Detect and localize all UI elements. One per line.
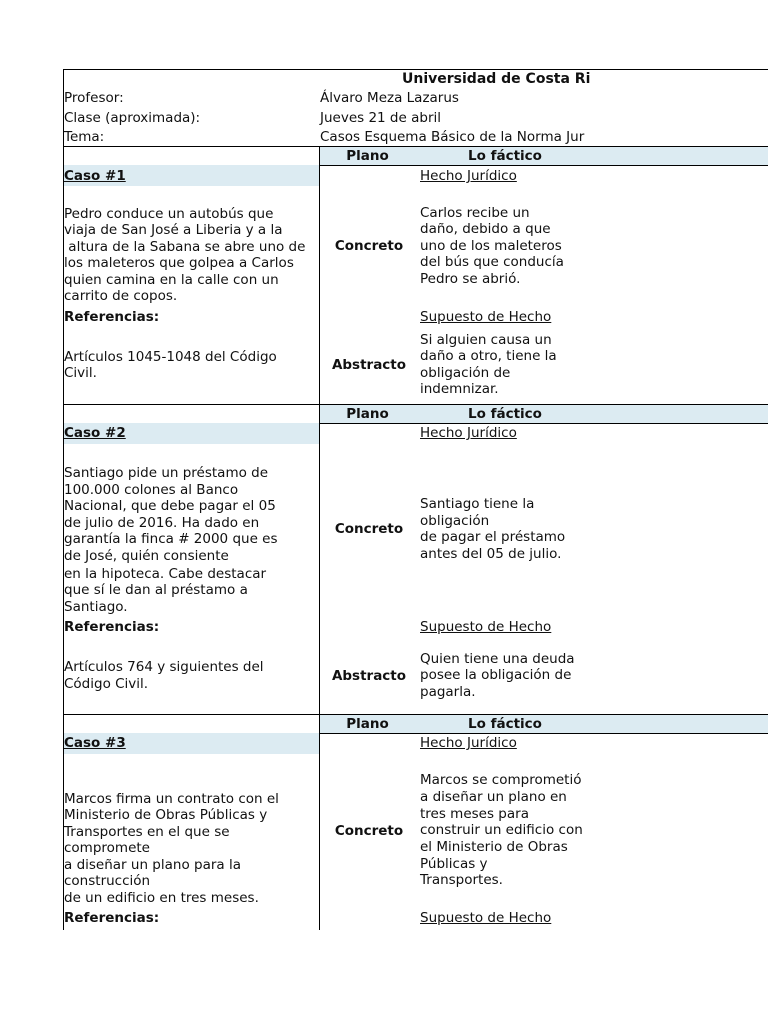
case1-supuesto-line: indemnizar.: [420, 381, 499, 397]
case3-hecho-line: construir un edificio con: [420, 822, 583, 838]
case2-concreto: Concreto: [334, 521, 404, 537]
tema-label: Tema:: [64, 129, 105, 145]
case3-concreto: Concreto: [334, 823, 404, 839]
case3-hecho-line: Transportes.: [420, 872, 503, 888]
case3-title: Caso #3: [64, 735, 126, 751]
case2-hecho-line: Santiago tiene la: [420, 496, 535, 512]
case1-hecho-label: Hecho Jurídico: [420, 168, 517, 184]
case2-supuesto-line: Quien tiene una deuda: [420, 651, 575, 667]
case2-hecho-line: de pagar el préstamo: [420, 529, 566, 545]
case3-plano-header: Plano: [346, 716, 389, 732]
case2-plano-header: Plano: [346, 406, 389, 422]
case3-header-line: [320, 733, 768, 734]
case1-supuesto-line: obligación de: [420, 365, 511, 381]
clase-label: Clase (aproximada):: [64, 110, 201, 126]
case2-supuesto-line: pagarla.: [420, 684, 476, 700]
case2-hecho-line: antes del 05 de julio.: [420, 546, 562, 562]
case2-desc-line: Santiago pide un préstamo de: [64, 465, 269, 481]
case3-hecho-line: tres meses para: [420, 806, 529, 822]
case2-desc-line: en la hipoteca. Cabe destacar: [64, 566, 267, 582]
case2-supuesto-line: posee la obligación de: [420, 667, 572, 683]
case1-desc-line: viaja de San José a Liberia y a la: [64, 222, 283, 238]
case2-referencias-line: Código Civil.: [64, 676, 149, 692]
top-border: [63, 69, 768, 70]
case3-referencias-label: Referencias:: [64, 910, 160, 926]
university-title: Universidad de Costa Ri: [402, 71, 591, 87]
case2-referencias-line: Artículos 764 y siguientes del: [64, 659, 264, 675]
case3-hecho-line: a diseñar un plano en: [420, 789, 567, 805]
case2-header-line: [320, 423, 768, 424]
case3-desc-line: de un edificio en tres meses.: [64, 890, 259, 906]
case2-desc-line: Santiago.: [64, 599, 128, 615]
tema-value: Casos Esquema Básico de la Norma Jur: [320, 129, 585, 145]
case1-hecho-line: Pedro se abrió.: [420, 271, 521, 287]
case1-abstracto: Abstracto: [331, 357, 407, 373]
case2-factico-header: Lo fáctico: [468, 406, 542, 422]
case2-abstracto: Abstracto: [331, 668, 407, 684]
case3-hecho-line: Públicas y: [420, 856, 488, 872]
case1-desc-line: los maleteros que golpea a Carlos: [64, 255, 294, 271]
case1-header-line: [320, 165, 768, 166]
case1-concreto: Concreto: [334, 238, 404, 254]
case2-referencias-label: Referencias:: [64, 619, 160, 635]
case3-hecho-line: el Ministerio de Obras: [420, 839, 568, 855]
case1-supuesto-line: daño a otro, tiene la: [420, 348, 557, 364]
case3-desc-line: Transportes en el que se: [64, 824, 230, 840]
case1-title: Caso #1: [64, 168, 126, 184]
case3-desc-line: Ministerio de Obras Públicas y: [64, 807, 268, 823]
case2-desc-line: 100.000 colones al Banco: [64, 482, 239, 498]
case1-desc-line: carrito de copos.: [64, 288, 178, 304]
case3-hecho-label: Hecho Jurídico: [420, 735, 517, 751]
case3-factico-header: Lo fáctico: [468, 716, 542, 732]
case1-hecho-line: del bús que conducía: [420, 254, 564, 270]
case1-hecho-line: Carlos recibe un: [420, 205, 530, 221]
case3-hecho-line: Marcos se comprometió: [420, 772, 582, 788]
case2-hecho-label: Hecho Jurídico: [420, 425, 517, 441]
profesor-label: Profesor:: [64, 90, 124, 106]
case1-supuesto-line: Si alguien causa un: [420, 332, 552, 348]
case3-desc-line: construcción: [64, 873, 151, 889]
case1-hecho-line: daño, debido a que: [420, 221, 551, 237]
case2-desc-line: que sí le dan al préstamo a: [64, 582, 248, 598]
case2-desc-line: de José, quién consiente: [64, 548, 229, 564]
case2-hecho-line: obligación: [420, 513, 490, 529]
case2-desc-line: Nacional, que debe pagar el 05: [64, 498, 276, 514]
case3-desc-line: compromete: [64, 840, 150, 856]
case2-desc-line: de julio de 2016. Ha dado en: [64, 515, 260, 531]
case1-desc-line: quien camina en la calle con un: [64, 272, 279, 288]
profesor-value: Álvaro Meza Lazarus: [320, 90, 459, 106]
case2-desc-line: garantía la finca # 2000 que es: [64, 531, 278, 547]
clase-value: Jueves 21 de abril: [320, 110, 441, 126]
case1-referencias-label: Referencias:: [64, 309, 160, 325]
case1-referencias-line: Artículos 1045-1048 del Código: [64, 349, 277, 365]
case1-desc-line: Pedro conduce un autobús que: [64, 206, 274, 222]
case3-desc-line: a diseñar un plano para la: [64, 857, 241, 873]
case1-supuesto-label: Supuesto de Hecho: [420, 309, 552, 325]
case1-desc-line: altura de la Sabana se abre uno de: [64, 239, 306, 255]
case1-plano-header: Plano: [346, 148, 389, 164]
case1-factico-header: Lo fáctico: [468, 148, 542, 164]
case1-referencias-line: Civil.: [64, 365, 97, 381]
case3-supuesto-label: Supuesto de Hecho: [420, 910, 552, 926]
case2-title: Caso #2: [64, 425, 126, 441]
case1-hecho-line: uno de los maleteros: [420, 238, 562, 254]
case2-supuesto-label: Supuesto de Hecho: [420, 619, 552, 635]
case3-desc-line: Marcos firma un contrato con el: [64, 791, 279, 807]
